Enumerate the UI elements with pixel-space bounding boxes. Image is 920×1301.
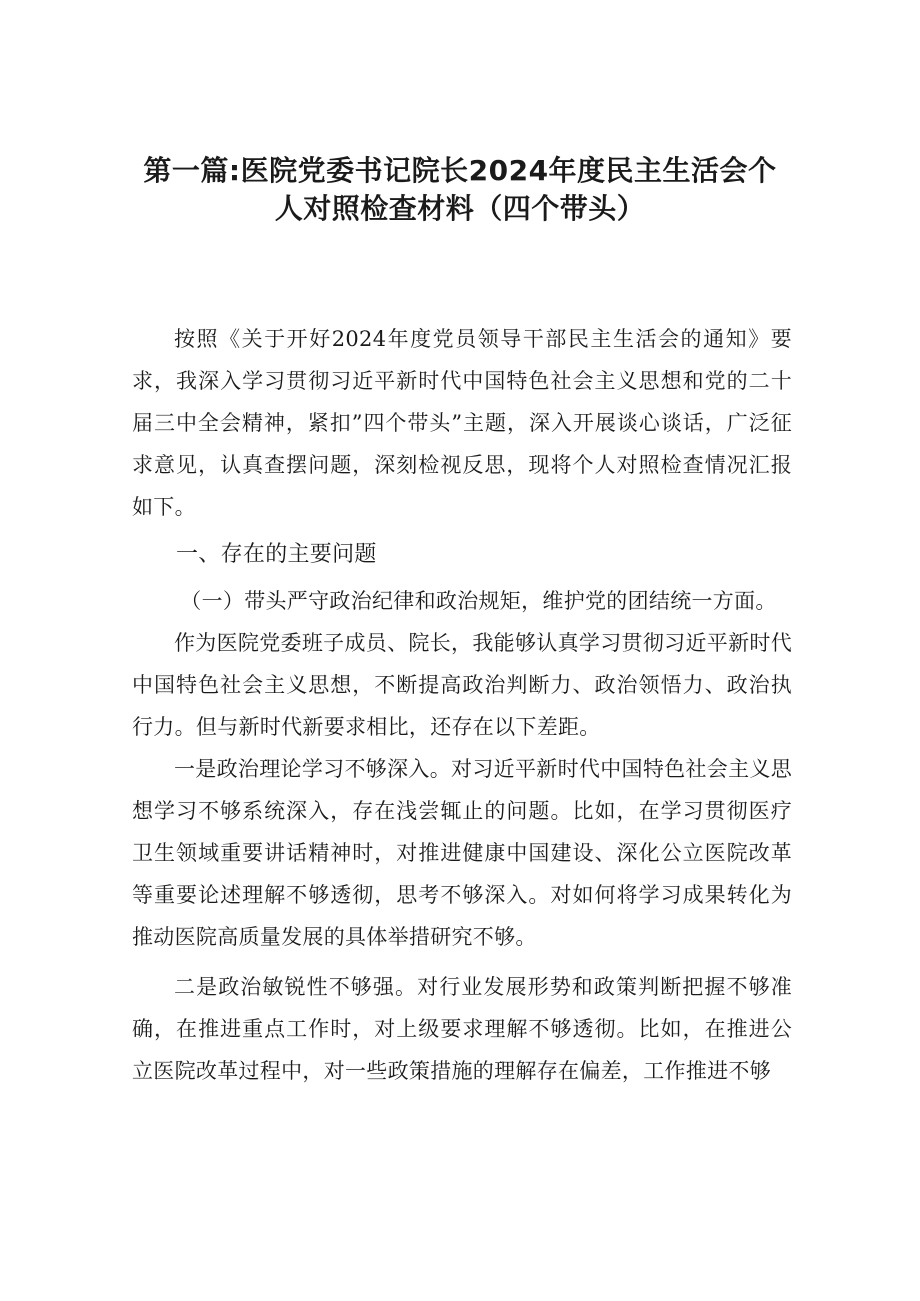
body-paragraph-1: 作为医院党委班子成员、院长，我能够认真学习贯彻习近平新时代中国特色社会主义思想，不断提高政治判断力、政治领悟力、政治执行力。但与新时代新要求相比，还存在以下差距。 xyxy=(132,631,792,739)
section-heading-1: 一、存在的主要问题 xyxy=(176,542,377,567)
document-title-line-2: 人对照检查材料（四个带头） xyxy=(274,192,646,225)
body-paragraph-3: 二是政治敏锐性不够强。对行业发展形势和政策判断把握不够准确，在推进重点工作时，对上级要求理解不够透彻。比如，在推进公立医院改革过程中，对一些政策措施的理解存在偏差，工作推进不够 xyxy=(132,975,792,1083)
intro-paragraph: 按照《关于开好2024年度党员领导干部民主生活会的通知》要求，我深入学习贯彻习近平新时代中国特色社会主义思想和党的二十届三中全会精神，紧扣”四个带头”主题，深入开展谈心谈话，广泛征求意见，认真查摆问题，深刻检视反思，现将个人对照检查情况汇报如下。 xyxy=(132,327,792,519)
document-title-line-1: 第一篇:医院党委书记院长2024年度民主生活会个 xyxy=(143,154,777,187)
document-body xyxy=(132,318,792,1092)
body-paragraph-2: 一是政治理论学习不够深入。对习近平新时代中国特色社会主义思想学习不够系统深入，存在浅尝辄止的问题。比如，在学习贯彻医疗卫生领域重要讲话精神时，对推进健康中国建设、深化公立医院改革等重要论述理解不够透彻，思考不够深入。对如何将学习成果转化为推动医院高质量发展的具体举措研究不够。 xyxy=(132,757,792,949)
subsection-heading-1: （一）带头严守政治纪律和政治规矩，维护党的团结统一方面。 xyxy=(180,589,777,613)
